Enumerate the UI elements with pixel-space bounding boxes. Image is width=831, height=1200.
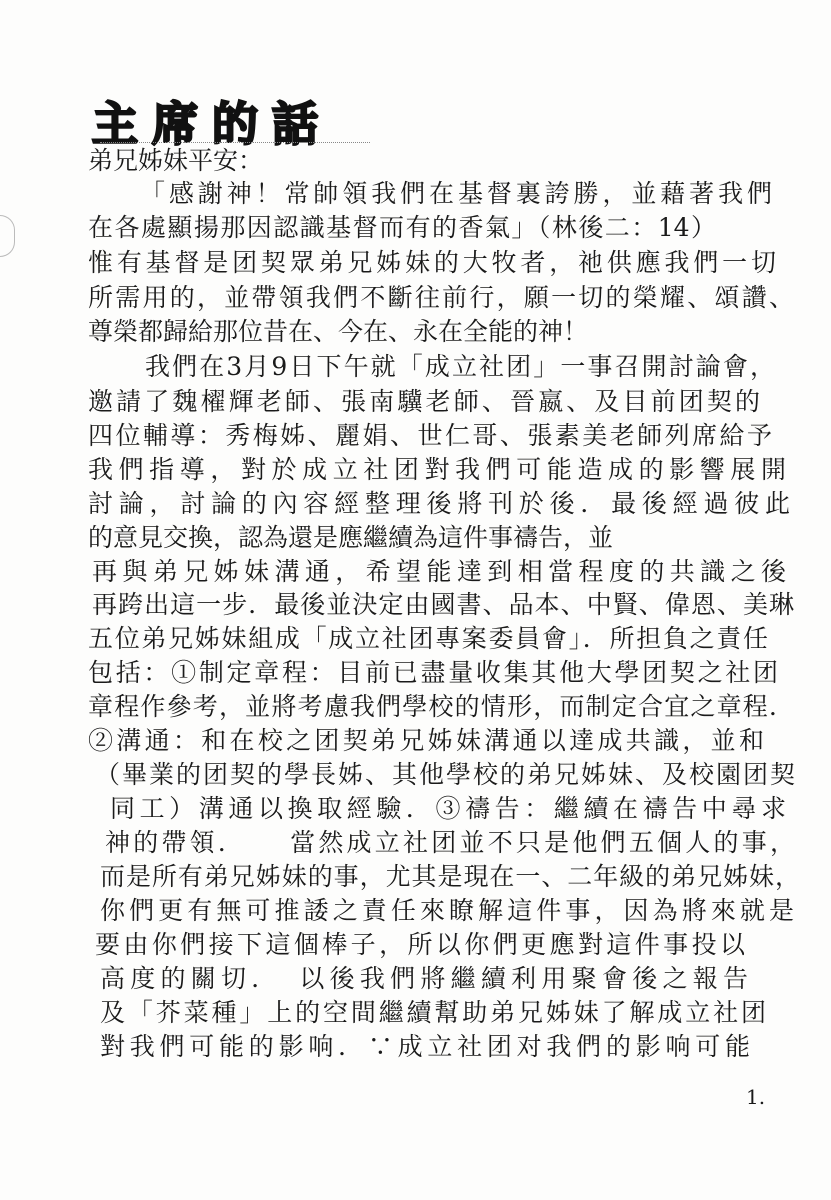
text-line: 的意見交換，認為還是應繼續為這件事禱告，並: [88, 523, 614, 552]
text-line: 要由你們接下這個棒子，所以你們更應對這件事投以: [95, 930, 745, 959]
text-line: 對我們可能的影响．∵成立社团对我們的影响可能: [100, 1032, 750, 1061]
text-line: 討論，討論的內容經整理後將刊於後．最後經過彼此: [88, 489, 790, 518]
title-underline: [100, 142, 370, 143]
text-line: 尊榮都歸給那位昔在、今在、永在全能的神！: [88, 317, 589, 346]
page-title: 主席的話: [92, 97, 332, 151]
text-line: 包括：①制定章程：目前已盡量收集其他大學团契之社团: [88, 658, 778, 687]
text-line: 高度的關切． 以後我們將繼續利用聚會後之報告: [100, 964, 748, 993]
text-line: 四位輔導：秀梅姊、麗娟、世仁哥、張素美老師列席給予: [88, 421, 772, 450]
text-line: 神的帶領． 當然成立社团並不只是他們五個人的事，: [105, 828, 795, 857]
page-number: 1.: [746, 1085, 766, 1109]
text-line: 五位弟兄姊妹組成「成立社团專案委員會」．所担負之責任: [88, 624, 768, 653]
text-line: 在各處顯揚那因認識基督而有的香氣」（林後二：14）: [88, 213, 716, 242]
text-line: ②溝通：和在校之团契弟兄姊妹溝通以達成共識，並和: [88, 726, 764, 755]
text-line: 再跨出這一步．最後並決定由國書、品本、中賢、偉恩、美琳: [92, 590, 794, 619]
text-line: 邀請了魏櫂輝老師、張南驥老師、晉嬴、及目前团契的: [88, 387, 760, 416]
text-line: 章程作參考，並將考慮我們學校的情形，而制定合宜之章程．: [88, 692, 794, 721]
text-line: 我們在3月9日下午就「成立社团」一事召開討論會，: [145, 352, 775, 381]
binding-mark: [0, 215, 15, 257]
greeting-line: 弟兄姊妹平安：: [88, 146, 264, 175]
text-line: 同工）溝通以換取經驗．③禱告：繼續在禱告中尋求: [110, 794, 786, 823]
text-line: （畢業的团契的學長姊、其他學校的弟兄姊妹、及校園团契: [95, 760, 795, 789]
text-line: 惟有基督是团契眾弟兄姊妹的大牧者，祂供應我們一切: [88, 248, 776, 277]
text-line: 你們更有無可推諉之責任來瞭解這件事，因為將來就是: [100, 896, 794, 925]
text-line: 而是所有弟兄姊妹的事，尤其是現在一、二年級的弟兄姊妹，: [100, 862, 800, 891]
text-line: 再與弟兄姊妹溝通，希望能達到相當程度的共識之後: [92, 557, 786, 586]
text-line: 所需用的，並帶領我們不斷往前行，願一切的榮耀、頌讚、: [88, 283, 794, 312]
text-line: 「感謝神！常帥領我們在基督裏誇勝，並藉著我們: [140, 179, 772, 208]
text-line: 我們指導，對於成立社团對我們可能造成的影響展開: [88, 455, 786, 484]
text-line: 及「芥菜種」上的空間繼續幫助弟兄姊妹了解成立社团: [100, 998, 766, 1027]
